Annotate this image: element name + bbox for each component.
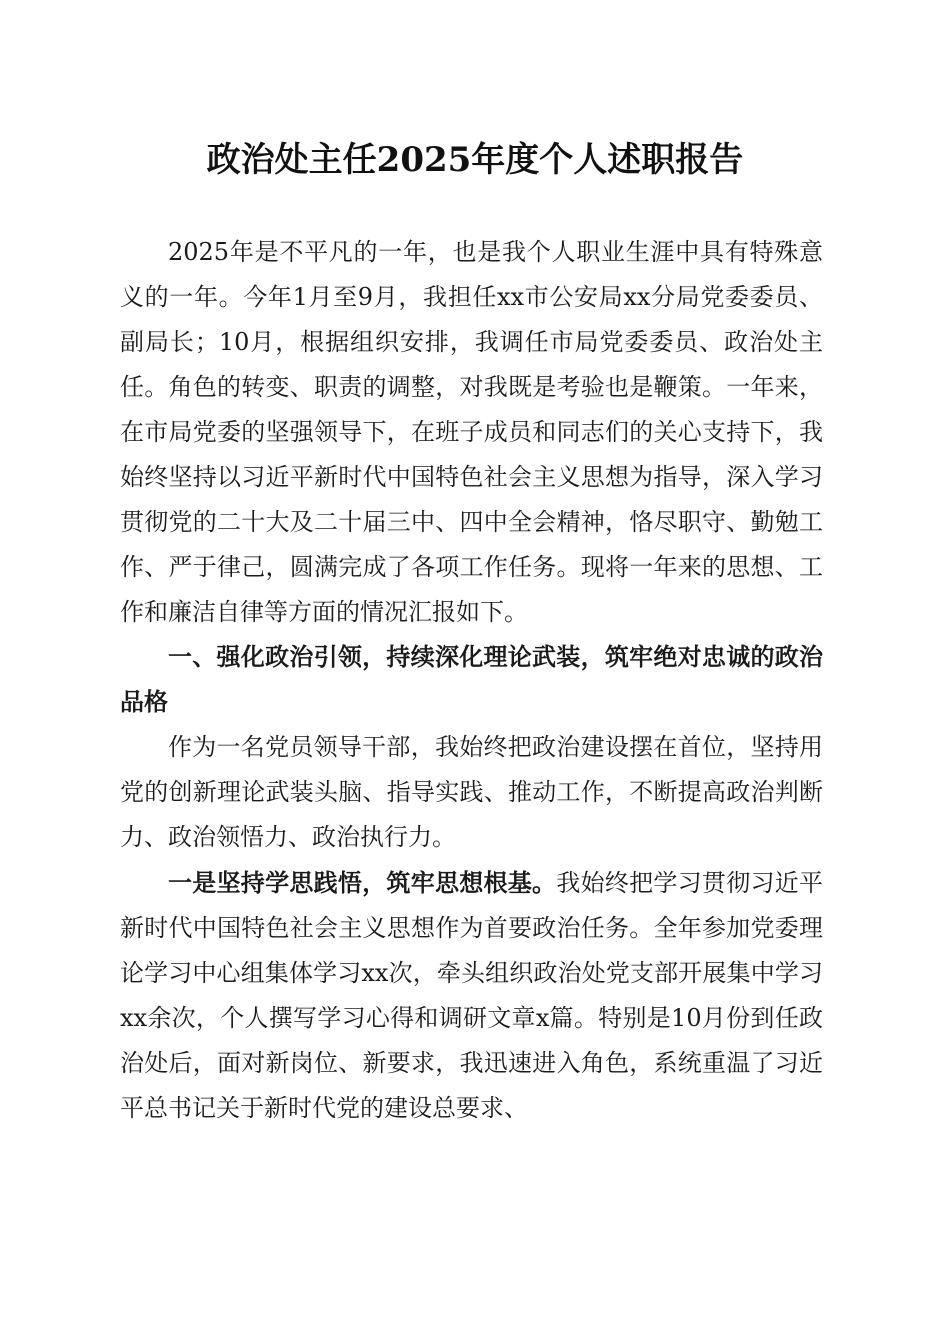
point1-paragraph — [120, 860, 823, 1131]
section1-paragraph: 作为一名党员领导干部，我始终把政治建设摆在首位，坚持用党的创新理论武装头脑、指导实践、推动工作，不断提高政治判断力、政治领悟力、政治执行力。 — [120, 733, 823, 851]
document-body — [120, 230, 823, 1131]
point1-text: 我始终把学习贯彻习近平新时代中国特色社会主义思想作为首要政治任务。全年参加党委理论学习中心组集体学习xx次，牵头组织政治处党支部开展集中学习xx余次，个人撰写学习心得和调研文章x篇。特别是10月份到任政治处后，面对新岗位、新要求，我迅速进入角色，系统重温了习近平总书记关于新时代党的建设总要求、 — [120, 869, 824, 1122]
point1-lead: 一是坚持学思践悟，筑牢思想根基。 — [168, 868, 557, 897]
document-title: 政治处主任2025年度个人述职报告 — [206, 140, 744, 180]
intro-paragraph: 2025年是不平凡的一年，也是我个人职业生涯中具有特殊意义的一年。今年1月至9月，我担任xx市公安局xx分局党委委员、副局长；10月，根据组织安排，我调任市局党委委员、政治处主任。角色的转变、职责的调整，对我既是考验也是鞭策。一年来，在市局党委的坚强领导下，在班子成员和同志们的关心支持下，我始终坚持以习近平新时代中国特色社会主义思想为指导，深入学习贯彻党的二十大及二十届三中、四中全会精神，恪尽职守、勤勉工作、严于律己，圆满完成了各项工作任务。现将一年来的思想、工作和廉洁自律等方面的情况汇报如下。 — [120, 238, 823, 626]
section-heading-1: 一、强化政治引领，持续深化理论武装，筑牢绝对忠诚的政治品格 — [120, 643, 823, 716]
